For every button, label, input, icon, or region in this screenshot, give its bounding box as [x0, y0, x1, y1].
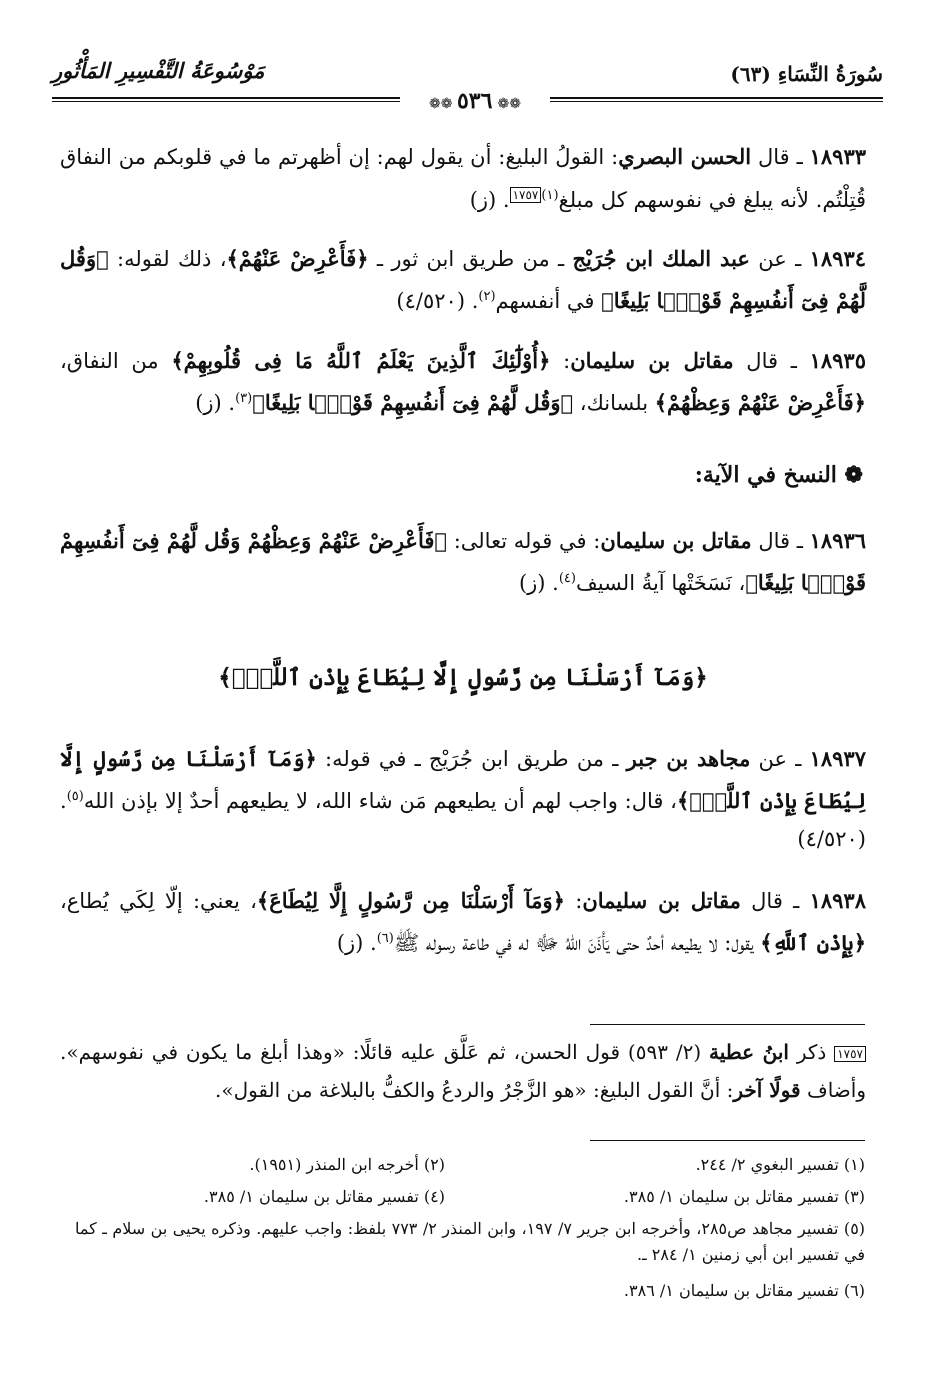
- footnote-2: (٢) أخرجه ابن المنذر (١٩٥١).: [249, 1155, 445, 1174]
- entry-text: ـ عن: [750, 747, 810, 771]
- entry-text: ، يعني: إلّا لِكَي يُطاع،: [60, 889, 257, 913]
- entry-text: : في قوله تعالى:: [447, 529, 601, 553]
- entry-source: . (ز): [518, 571, 559, 595]
- ornament-icon: ❁❁: [429, 96, 457, 112]
- entry-number: ١٨٩٣٣: [809, 144, 867, 169]
- footnote-marker: (١): [541, 188, 559, 203]
- entry-number: ١٨٩٣٦: [809, 528, 867, 553]
- entry-text: : القولُ البليغ: أن يقول لهم: إن أظهرتم ما في قلوبكم من النفاق قُتِلْتُم. لأنه يبلغ في نفوسهم كل مبلغ: [60, 145, 866, 212]
- entry-source: . (ز): [195, 391, 236, 415]
- entry-text: ، نَسَخَتْها آيةُ السيف: [575, 571, 746, 595]
- commentary-author: ابنُ عطية: [709, 1040, 789, 1064]
- footnote-marker: (٤): [558, 571, 576, 586]
- quran-quote: ﴿وَمَآ أَرْسَلْنَا مِن رَّسُولٍ إِلَّا لِيُطَاعَ بِإِذْنِ ٱللَّهِۚ﴾: [60, 746, 866, 813]
- narrator: مقاتل بن سليمان: [582, 888, 741, 913]
- quran-quote: ﴿فَأَعْرِضْ عَنْهُمْ وَعِظْهُمْ﴾: [654, 390, 866, 415]
- entry-text: يقول: لا يطيعه أحدٌ حتى يَأْذَنَ اللهُ ﷻ له في طاعة رسوله ﷺ: [393, 931, 761, 955]
- entry-text: ـ قال: [751, 529, 810, 553]
- entry-text: ، ذلك لقوله:: [108, 247, 227, 271]
- narrator: الحسن البصري: [618, 144, 752, 169]
- commentary-note: [60, 1034, 866, 1108]
- commentary-ref: ١٧٥٧: [510, 187, 542, 203]
- footnote-5: (٥) تفسير مجاهد ص٢٨٥، وأخرجه ابن جرير ٧/ ١٩٧، وابن المنذر ٢/ ٧٧٣ بلفظ: واجب عليهم. وذكره يحيى بن سلام ـ كما في تفسير ابن أبي زمنين ١/ ٢٨٤ ـ.: [75, 1219, 866, 1264]
- footnote-6: (٦) تفسير مقاتل بن سليمان ١/ ٣٨٦.: [623, 1281, 865, 1300]
- entry-18933: [60, 138, 866, 219]
- entry-text: ، قال: واجب لهم أن يطيعهم مَن شاء الله، لا يطيعهم أحدٌ إلا بإذن الله: [83, 789, 677, 813]
- entry-text: من النفاق،: [60, 349, 172, 373]
- quran-quote: ﴿فَأَعْرِضْ عَنْهُمْ﴾: [226, 246, 369, 271]
- entry-text: ـ من طريق ابن ثور ـ: [368, 247, 573, 271]
- commentary-bold: قولًا آخر: [733, 1077, 801, 1102]
- entry-source: . (ز): [336, 931, 377, 955]
- commentary-ref: ١٧٥٧: [834, 1046, 866, 1062]
- entry-source: . (ز): [469, 188, 510, 212]
- commentary-text: : أنَّ القول البليغ: «هو الزَّجْرُ والردعُ والكفُّ بالبلاغة من القول».: [214, 1077, 734, 1102]
- entry-text: ـ قال: [733, 349, 810, 373]
- footnote-1: (١) تفسير البغوي ٢/ ٢٤٤.: [695, 1155, 865, 1174]
- entry-18936: [60, 522, 866, 602]
- entry-18934: [60, 240, 866, 320]
- entry-18938: [60, 882, 866, 962]
- commentary-text: (٢/ ٥٩٣) قول الحسن، ثم عَلَّق عليه قائلًا: «وهذا أبلغ ما يكون في نفوسهم». وأضاف: [60, 1040, 866, 1102]
- commentary-text: ذكر: [788, 1040, 835, 1064]
- footnote-marker: (٦): [376, 931, 394, 946]
- footnote-marker: (٣): [235, 391, 253, 406]
- entry-number: ١٨٩٣٥: [809, 348, 866, 373]
- surah-title: سُورَةُ النِّسَاءِ (٦٣): [730, 62, 883, 86]
- ayah-heading: ﴿وَمَآ أَرْسَلْنَا مِن رَّسُولٍ إِلَّا لِيُطَاعَ بِإِذْنِ ٱللَّهِۚ﴾: [218, 664, 708, 691]
- footnote-marker: (٥): [66, 789, 84, 804]
- quran-quote: ﴿فَأَعْرِضْ عَنْهُمْ وَعِظْهُمْ وَقُل لَّهُمْ فِىٓ أَنفُسِهِمْ قَوْلًۢا بَلِيغًا﴾: [60, 528, 866, 595]
- entry-text: ـ قال: [751, 145, 810, 169]
- quran-quote: ﴿بِإِذْنِ ٱللَّهِ﴾: [760, 930, 866, 955]
- footnote-3: (٣) تفسير مقاتل بن سليمان ١/ ٣٨٥.: [623, 1187, 865, 1206]
- entry-text: :: [550, 349, 571, 373]
- entry-text: ـ عن: [749, 247, 810, 271]
- footnote-4: (٤) تفسير مقاتل بن سليمان ١/ ٣٨٥.: [203, 1187, 445, 1206]
- narrator: مقاتل بن سليمان: [570, 348, 734, 373]
- quran-quote: ﴿أُوْلَٰٓئِكَ ٱلَّذِينَ يَعْلَمُ ٱللَّهُ مَا فِى قُلُوبِهِمْ﴾: [171, 348, 551, 373]
- commentary-separator: [590, 1024, 865, 1025]
- entry-number: ١٨٩٣٤: [809, 246, 867, 271]
- book-title: مَوْسُوعَةُ التَّفْسِيرِ المَأْثُورِ: [52, 58, 265, 83]
- ornament-icon: ❁❁: [497, 96, 521, 112]
- page-number: ٥٣٦: [456, 88, 493, 114]
- entry-source: . (٤/٥٢٠): [396, 289, 479, 313]
- quran-quote: ﴿وَقُل لَّهُمْ فِىٓ أَنفُسِهِمْ قَوْلًۢا بَلِيغًا﴾: [60, 246, 866, 313]
- narrator: عبد الملك ابن جُرَيْج: [572, 246, 750, 271]
- entry-text: في أنفسهم: [495, 289, 602, 313]
- section-heading: ❁ النسخ في الآية:: [694, 462, 863, 488]
- entry-text: بلسانك،: [573, 391, 655, 415]
- entry-18935: [60, 342, 866, 422]
- footnote-marker: (٢): [478, 289, 496, 304]
- footnote-separator: [590, 1140, 865, 1141]
- narrator: مقاتل بن سليمان: [600, 528, 752, 553]
- entry-18937: [60, 740, 866, 858]
- entry-number: ١٨٩٣٧: [809, 746, 866, 771]
- entry-text: :: [564, 889, 583, 913]
- quran-quote: ﴿وَمَآ أَرْسَلْنَا مِن رَّسُولٍ إِلَّا لِيُطَاعَ﴾: [256, 888, 565, 913]
- entry-text: ـ من طريق ابن جُرَيْج ـ في قوله:: [316, 747, 627, 771]
- entry-number: ١٨٩٣٨: [809, 888, 866, 913]
- quran-quote: ﴿وَقُل لَّهُمْ فِىٓ أَنفُسِهِمْ قَوْلًۢا بَلِيغًا﴾: [252, 390, 574, 415]
- page-number-box: [400, 88, 550, 112]
- entry-text: ـ قال: [740, 889, 810, 913]
- entry-source: . (٤/٥٢٠): [60, 789, 866, 851]
- narrator: مجاهد بن جبر: [626, 746, 751, 771]
